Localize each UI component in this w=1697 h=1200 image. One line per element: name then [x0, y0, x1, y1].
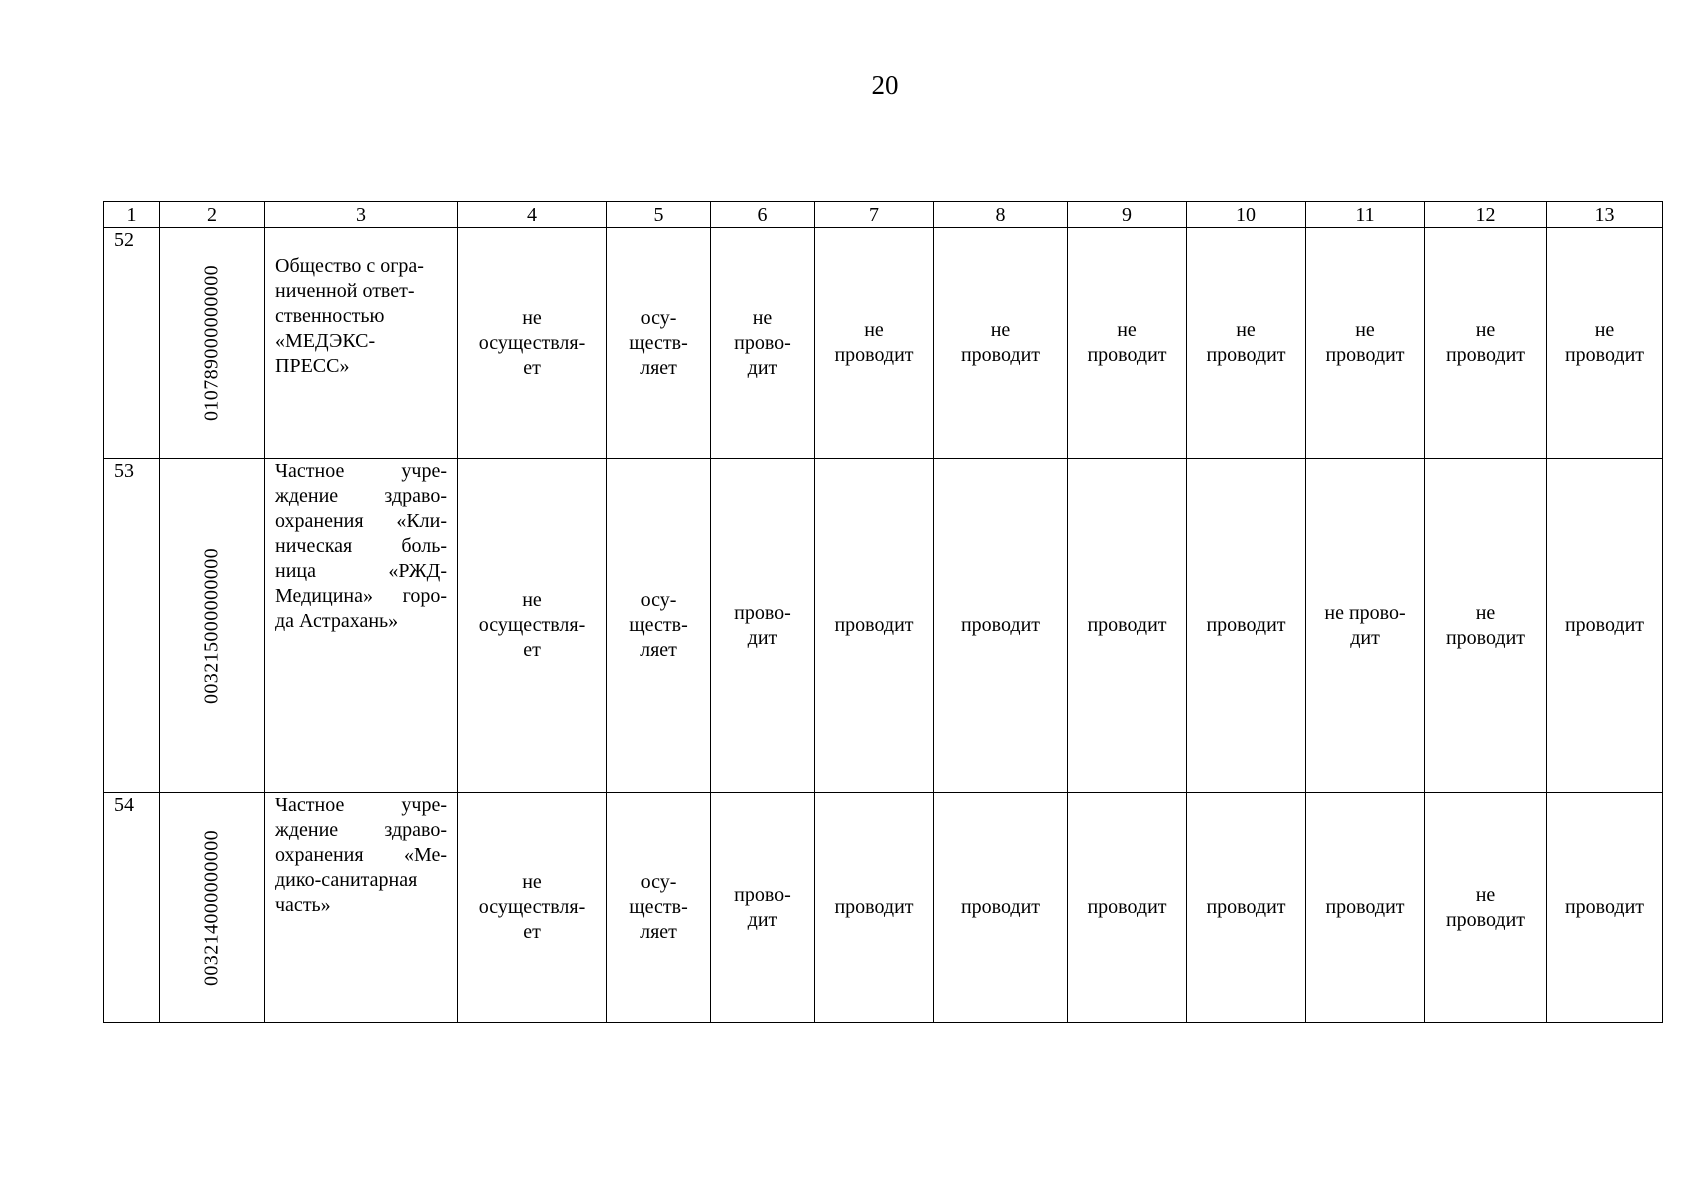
status-cell-col-13 [1547, 793, 1663, 1023]
status-text-line: не [864, 319, 884, 341]
status-cell-col-11 [1306, 459, 1425, 793]
page-number: 20 [871, 70, 899, 100]
status-text-line: проводит [1206, 896, 1286, 918]
organization-name-line: Частное учре- [275, 794, 447, 816]
status-text-line: не [1355, 319, 1375, 341]
status-cell-col-9 [1068, 459, 1187, 793]
status-cell-col-5 [607, 459, 711, 793]
status-text-line: ляет [640, 639, 677, 661]
status-cell-col-10 [1187, 228, 1306, 459]
status-text-line: проводит [1445, 626, 1526, 649]
column-header-4: 4 [458, 202, 607, 228]
status-text-line: дит [747, 908, 778, 931]
column-header-10: 10 [1187, 202, 1306, 228]
status-text-line: ляет [640, 921, 677, 943]
column-header-6: 6 [711, 202, 815, 228]
status-cell-col-4 [458, 793, 607, 1023]
column-header-11: 11 [1306, 202, 1425, 228]
status-text-line: осу- [640, 306, 677, 329]
status-text-line: проводит [1445, 344, 1526, 366]
organization-name-line: часть» [275, 894, 331, 916]
status-text-line: осу- [640, 589, 677, 611]
status-text-line: проводит [834, 614, 914, 636]
header-row [104, 202, 1663, 228]
status-cell-col-11 [1306, 793, 1425, 1023]
status-text-line: проводит [1445, 908, 1526, 931]
column-header-5: 5 [607, 202, 711, 228]
registry-code-cell [160, 459, 265, 793]
status-cell-col-8 [934, 459, 1068, 793]
status-cell-col-8 [934, 793, 1068, 1023]
organization-name-line: дико-санитарная [275, 869, 418, 891]
status-text-line: проводит [1206, 614, 1286, 636]
organization-name-line: «МЕДЭКС- [275, 330, 376, 352]
status-cell-col-12 [1425, 793, 1547, 1023]
organization-name-line: охранения «Ме- [275, 844, 447, 866]
column-header-9: 9 [1068, 202, 1187, 228]
registry-code-cell [160, 228, 265, 459]
organization-name-line: ниченной ответ- [275, 280, 415, 302]
status-cell-col-4 [458, 459, 607, 793]
organization-name-line: да Астрахань» [275, 610, 399, 632]
status-text-line: ет [523, 356, 541, 379]
organization-name-line: Частное учре- [275, 460, 447, 482]
status-text-line: не [522, 589, 542, 611]
row-number: 54 [104, 793, 160, 1023]
status-cell-col-13 [1547, 459, 1663, 793]
status-cell-col-8 [934, 228, 1068, 459]
status-text-line: дит [747, 626, 778, 649]
status-text-line: не [1594, 319, 1615, 341]
status-text-line: не [990, 319, 1011, 341]
status-text-line: осуществля- [478, 896, 586, 918]
organization-name-line: ническая боль- [275, 535, 447, 557]
status-cell-col-4 [458, 228, 607, 459]
status-cell-col-10 [1187, 793, 1306, 1023]
status-text-line: проводит [1087, 344, 1167, 366]
status-cell-col-7 [815, 459, 934, 793]
status-cell-col-7 [815, 228, 934, 459]
status-text-line: ляет [640, 356, 677, 379]
status-text-line: не [1475, 601, 1496, 624]
column-header-7: 7 [815, 202, 934, 228]
status-text-line: осуществля- [478, 614, 586, 636]
status-text-line: не [1117, 319, 1137, 341]
column-header-2: 2 [160, 202, 265, 228]
register-table [103, 201, 1663, 1023]
status-text-line: проводит [834, 896, 914, 918]
status-cell-col-11 [1306, 228, 1425, 459]
status-cell-col-10 [1187, 459, 1306, 793]
organization-name-line: ждение здраво- [275, 485, 447, 507]
organization-name-line: ница «РЖД- [275, 560, 447, 582]
status-cell-col-6 [711, 459, 815, 793]
status-text-line: прово- [734, 331, 791, 354]
status-text-line: ществ- [629, 614, 688, 636]
organization-name-line: Медицина» горо- [275, 585, 447, 607]
status-text-line: проводит [1206, 344, 1286, 366]
row-number: 52 [104, 228, 160, 459]
status-text-line: проводит [960, 614, 1041, 636]
status-text-line: не [1475, 319, 1496, 341]
status-text-line: проводит [1087, 614, 1167, 636]
status-text-line: проводит [1325, 896, 1405, 918]
registry-code: 003214000000000 [200, 829, 223, 986]
status-text-line: проводит [1564, 896, 1645, 918]
status-text-line: не [522, 306, 542, 329]
registry-code-cell [160, 793, 265, 1023]
status-text-line: ществ- [629, 331, 688, 354]
status-text-line: проводит [1564, 614, 1645, 636]
organization-name-line: ПРЕСС» [275, 355, 350, 377]
table-row [104, 459, 1663, 793]
organization-name-line: Общество с огра- [275, 255, 424, 277]
table-row [104, 228, 1663, 459]
status-text-line: осуществля- [478, 331, 586, 354]
organization-name [265, 793, 458, 1023]
status-text-line: проводит [1564, 344, 1645, 366]
status-cell-col-5 [607, 793, 711, 1023]
organization-name-line: ждение здраво- [275, 819, 447, 841]
status-text-line: осу- [640, 871, 677, 893]
organization-name [265, 459, 458, 793]
status-text-line: ет [523, 639, 541, 661]
column-header-12: 12 [1425, 202, 1547, 228]
status-cell-col-13 [1547, 228, 1663, 459]
status-text-line: проводит [960, 344, 1041, 366]
registry-code: 003215000000000 [200, 547, 223, 704]
status-text-line: не [522, 871, 542, 893]
status-text-line: проводит [1325, 344, 1405, 366]
organization-name [265, 228, 458, 459]
status-text-line: не прово- [1324, 601, 1406, 624]
status-text-line: не [1236, 319, 1256, 341]
status-cell-col-7 [815, 793, 934, 1023]
status-text-line: проводит [1087, 896, 1167, 918]
status-text-line: прово- [734, 883, 791, 906]
status-text-line: дит [747, 356, 778, 379]
status-text-line: ществ- [629, 896, 688, 918]
status-cell-col-12 [1425, 459, 1547, 793]
status-cell-col-9 [1068, 228, 1187, 459]
status-cell-col-6 [711, 793, 815, 1023]
status-text-line: не [1475, 883, 1496, 906]
row-number: 53 [104, 459, 160, 793]
status-text-line: не [752, 306, 773, 329]
column-header-1: 1 [104, 202, 160, 228]
status-cell-col-6 [711, 228, 815, 459]
organization-name-line: ственностью [275, 305, 385, 327]
status-text-line: прово- [734, 601, 791, 624]
status-cell-col-12 [1425, 228, 1547, 459]
column-header-8: 8 [934, 202, 1068, 228]
organization-name-line: охранения «Кли- [275, 510, 447, 532]
status-cell-col-5 [607, 228, 711, 459]
column-header-3: 3 [265, 202, 458, 228]
status-text-line: проводит [834, 344, 914, 366]
registry-code: 010789000000000 [200, 265, 223, 421]
status-text-line: дит [1350, 626, 1380, 649]
table-row [104, 793, 1663, 1023]
status-cell-col-9 [1068, 793, 1187, 1023]
status-text-line: проводит [960, 896, 1041, 918]
column-header-13: 13 [1547, 202, 1663, 228]
status-text-line: ет [523, 921, 541, 943]
